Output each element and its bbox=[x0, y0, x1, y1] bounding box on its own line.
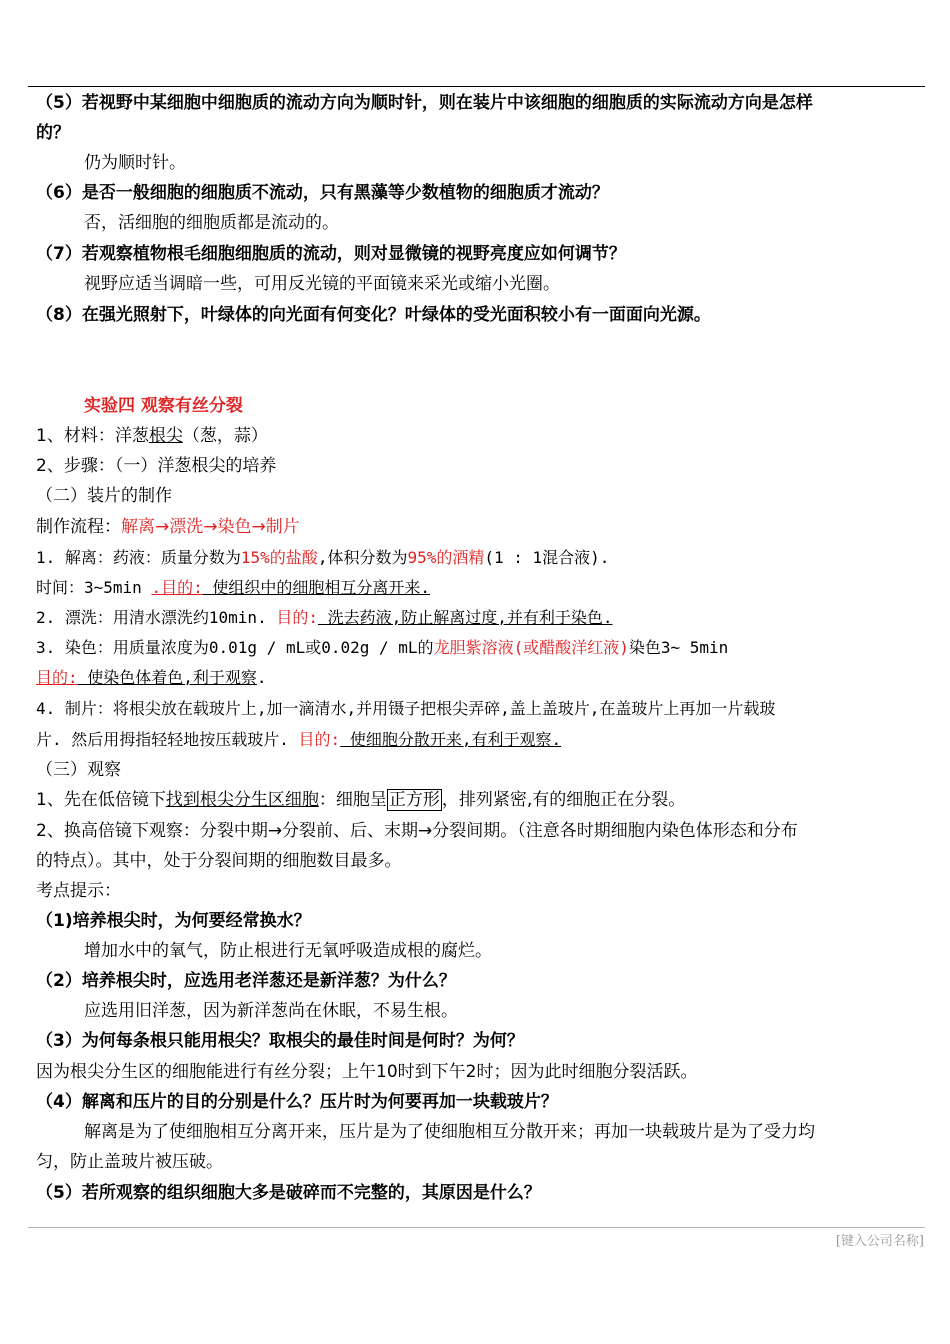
subsection-slide-making: （二）装片的制作 bbox=[36, 486, 172, 506]
observation-1 bbox=[36, 789, 685, 811]
footer-rule bbox=[28, 1227, 925, 1228]
step-1-ratio: (1 : 1混合液). bbox=[484, 548, 610, 567]
materials-label: 1、材料：洋葱 bbox=[36, 426, 149, 446]
observation-1-text-3: ，排列紧密,有的细胞正在分裂。 bbox=[441, 790, 686, 810]
exp4-answer-1: 增加水中的氧气，防止根进行无氧呼吸造成根的腐烂。 bbox=[84, 941, 492, 961]
question-6: （6）是否一般细胞的细胞质不流动，只有黑藻等少数植物的细胞质才流动？ bbox=[36, 183, 609, 203]
purpose-label: .目的: bbox=[151, 578, 203, 597]
answer-5: 仍为顺时针。 bbox=[84, 153, 186, 173]
step-1-time bbox=[36, 577, 430, 599]
key-points-label: 考点提示： bbox=[36, 881, 121, 901]
experiment-4-title: 实验四 观察有丝分裂 bbox=[84, 396, 243, 416]
materials-line bbox=[36, 425, 268, 447]
step-4-mounting-line1: 4. 制片：将根尖放在载玻片上,加一滴清水,并用镊子把根尖弄碎,盖上盖玻片,在盖玻片上再加一片载玻 bbox=[36, 699, 776, 718]
step-2-purpose: 洗去药液,防止解离过度,并有利于染色. bbox=[317, 608, 613, 627]
exp4-question-3: （3）为何每条根只能用根尖？取根尖的最佳时间是何时？为何？ bbox=[36, 1031, 524, 1051]
subsection-observation: （三）观察 bbox=[36, 760, 121, 780]
flow-line bbox=[36, 516, 300, 538]
step-2-text: 2. 漂洗：用清水漂洗约10min. bbox=[36, 608, 277, 627]
steps-line: 2、步骤：（一）洋葱根尖的培养 bbox=[36, 456, 277, 476]
observation-1-text: 1、先在低倍镜下 bbox=[36, 790, 166, 810]
step-3-purpose bbox=[36, 667, 267, 689]
hydrochloric-acid: 15%的盐酸 bbox=[240, 548, 318, 567]
step-3-staining bbox=[36, 637, 728, 659]
question-8: （8）在强光照射下，叶绿体的向光面有何变化？叶绿体的受光面积较小有一面面向光源。 bbox=[36, 305, 711, 325]
period: . bbox=[256, 668, 267, 687]
question-5-line1: （5）若视野中某细胞中细胞质的流动方向为顺时针，则在装片中该细胞的细胞质的实际流动方向是怎样 bbox=[36, 93, 813, 113]
materials-root-tip: 根尖 bbox=[148, 426, 183, 446]
question-5-line2: 的？ bbox=[36, 123, 70, 143]
exp4-question-5: （5）若所观察的组织细胞大多是破碎而不完整的，其原因是什么？ bbox=[36, 1183, 541, 1203]
step-1-text-2: ,体积分数为 bbox=[317, 548, 408, 567]
step-3-purpose-text: 使染色体着色,利于观察 bbox=[77, 668, 257, 687]
footer-company-placeholder: [键入公司名称] bbox=[835, 1234, 924, 1249]
exp4-question-2: （2）培养根尖时，应选用老洋葱还是新洋葱？为什么？ bbox=[36, 971, 456, 991]
square-shape-boxed: 正方形 bbox=[388, 790, 440, 810]
step-4-mounting-line2 bbox=[36, 729, 561, 751]
purpose-label: 目的: bbox=[36, 668, 78, 687]
header-rule bbox=[28, 86, 925, 87]
exp4-answer-3: 因为根尖分生区的细胞能进行有丝分裂；上午10时到下午2时；因为此时细胞分裂活跃。 bbox=[36, 1062, 698, 1082]
step-1-dissociation bbox=[36, 547, 609, 569]
exp4-question-1: （1)培养根尖时，为何要经常换水？ bbox=[36, 911, 311, 931]
exp4-question-4: （4）解离和压片的目的分别是什么？压片时为何要再加一块载玻片？ bbox=[36, 1092, 558, 1112]
flow-steps: 解离→漂洗→染色→制片 bbox=[121, 517, 300, 537]
question-7: （7）若观察植物根毛细胞细胞质的流动，则对显微镜的视野亮度应如何调节？ bbox=[36, 244, 626, 264]
meristem-cells: 找到根尖分生区细胞 bbox=[165, 790, 319, 810]
stain-solution: 龙胆紫溶液(或醋酸洋红液) bbox=[433, 638, 629, 657]
step-4-purpose: 使细胞分散开来,有利于观察. bbox=[340, 730, 562, 749]
purpose-label: 目的: bbox=[298, 730, 341, 749]
materials-alternatives: （葱，蒜） bbox=[182, 426, 268, 446]
purpose-label: 目的: bbox=[276, 608, 318, 627]
exp4-answer-4-line2: 匀，防止盖玻片被压破。 bbox=[36, 1152, 223, 1172]
answer-7: 视野应适当调暗一些，可用反光镜的平面镜来采光或缩小光圈。 bbox=[84, 274, 560, 294]
step-1-text: 1. 解离：药液：质量分数为 bbox=[36, 548, 241, 567]
observation-2-line1: 2、换高倍镜下观察：分裂中期→分裂前、后、末期→分裂间期。（注意各时期细胞内染色体形态和分布 bbox=[36, 821, 798, 841]
answer-6: 否，活细胞的细胞质都是流动的。 bbox=[84, 213, 339, 233]
step-1-time-text: 时间：3~5min bbox=[36, 578, 152, 597]
exp4-answer-4-line1: 解离是为了使细胞相互分离开来，压片是为了使细胞相互分散开来；再加一块载玻片是为了受力均 bbox=[84, 1122, 815, 1142]
step-2-rinse bbox=[36, 607, 613, 629]
alcohol: 95%的酒精 bbox=[407, 548, 485, 567]
observation-1-text-2: ：细胞呈 bbox=[318, 790, 387, 810]
flow-label: 制作流程： bbox=[36, 517, 121, 537]
step-3-time: 染色3~ 5min bbox=[628, 638, 729, 657]
exp4-answer-2: 应选用旧洋葱，因为新洋葱尚在休眠，不易生根。 bbox=[84, 1001, 458, 1021]
step-3-text: 3. 染色：用质量浓度为0.01g / mL或0.02g / mL的 bbox=[36, 638, 434, 657]
observation-2-line2: 的特点）。其中，处于分裂间期的细胞数目最多。 bbox=[36, 851, 402, 871]
step-4-text: 片. 然后用拇指轻轻地按压载玻片. bbox=[36, 730, 299, 749]
step-1-purpose: 使组织中的细胞相互分离开来. bbox=[202, 578, 430, 597]
